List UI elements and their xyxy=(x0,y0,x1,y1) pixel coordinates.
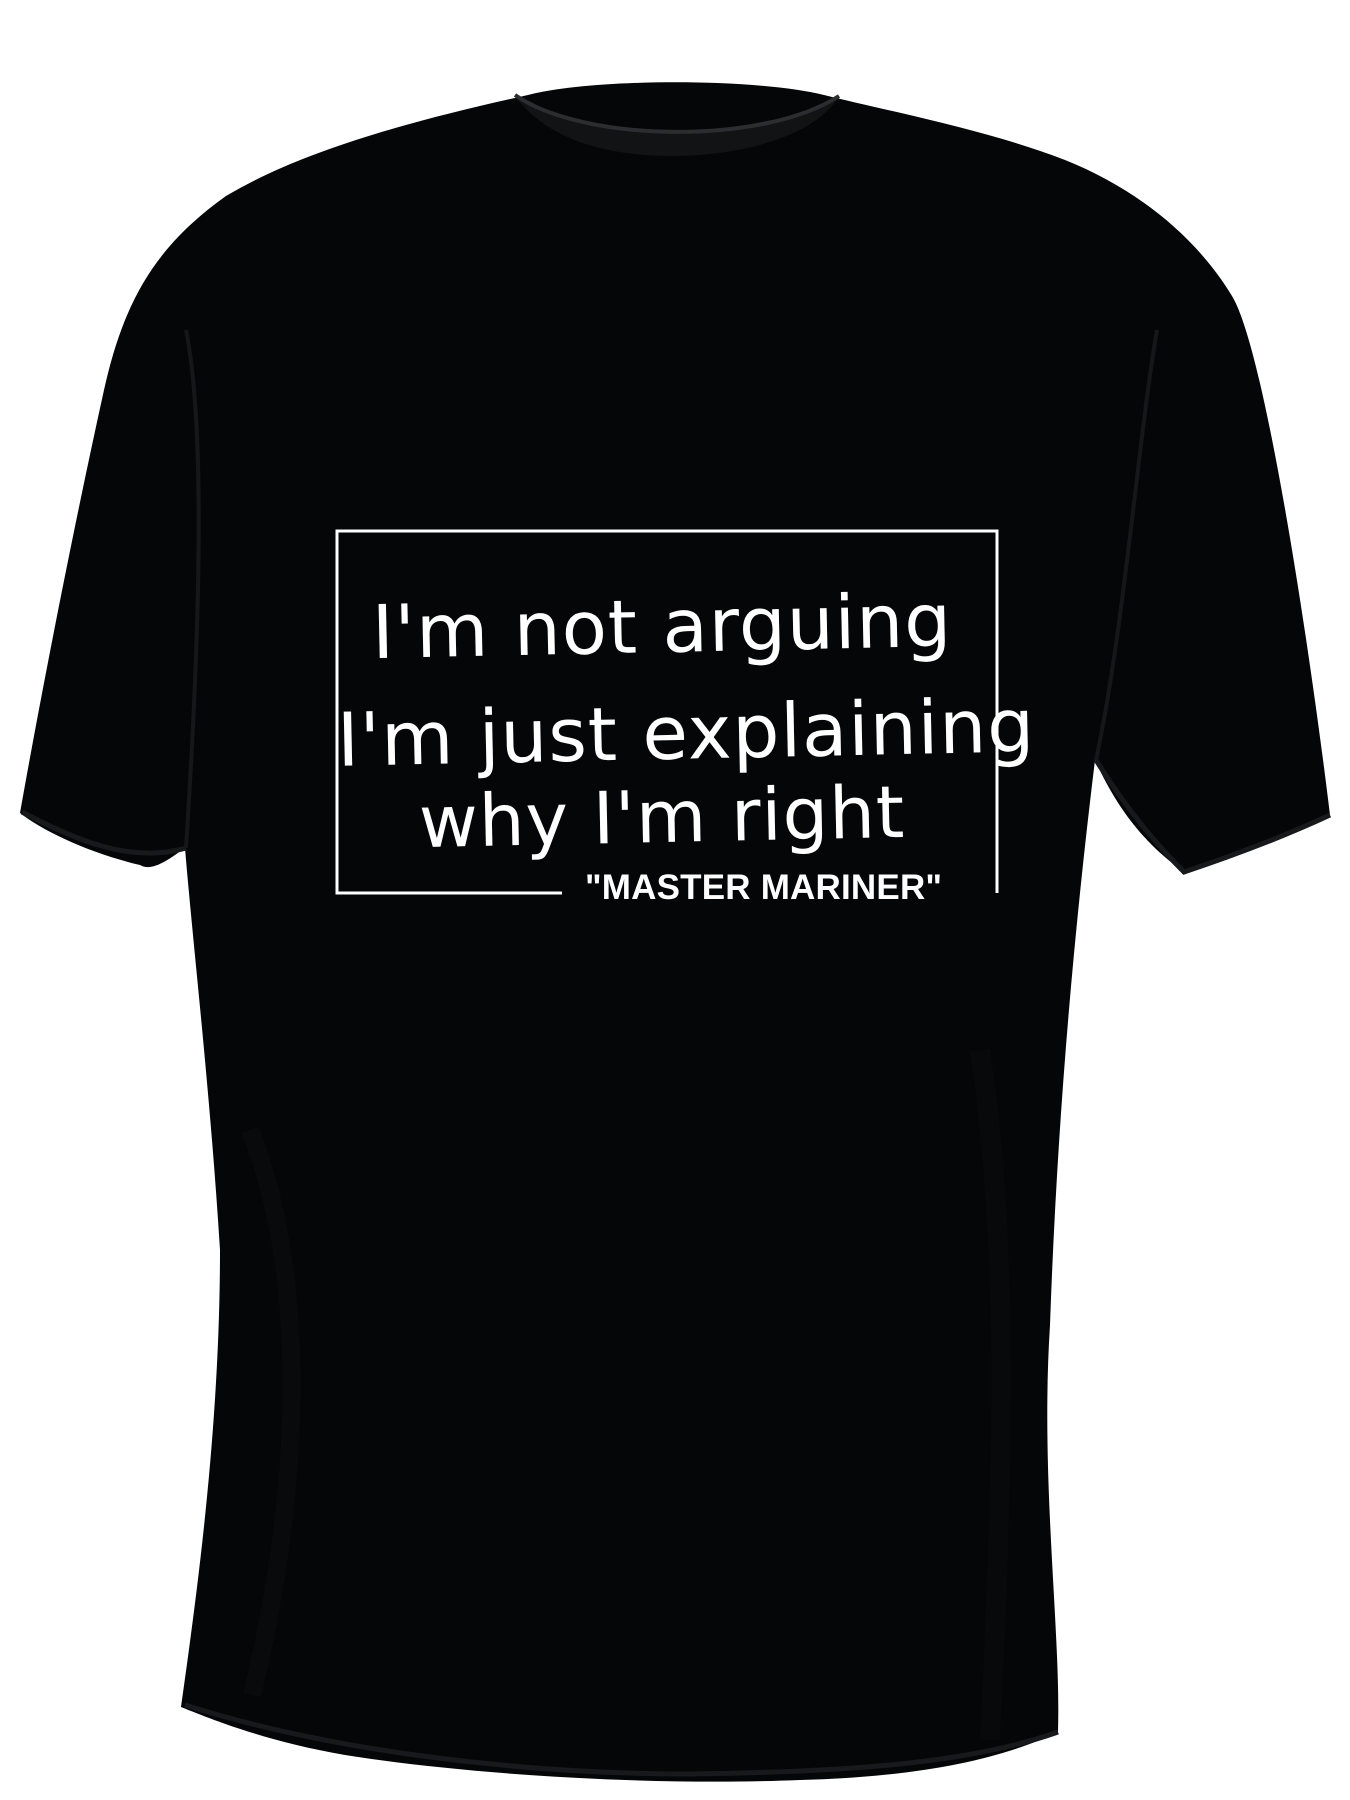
attribution-text: "MASTER MARINER" xyxy=(585,868,943,907)
quote-line-3: why I'm right xyxy=(418,769,906,865)
quote-line-1: I'm not arguing xyxy=(371,577,953,677)
quote-line-2: I'm just explaining xyxy=(336,683,1036,784)
